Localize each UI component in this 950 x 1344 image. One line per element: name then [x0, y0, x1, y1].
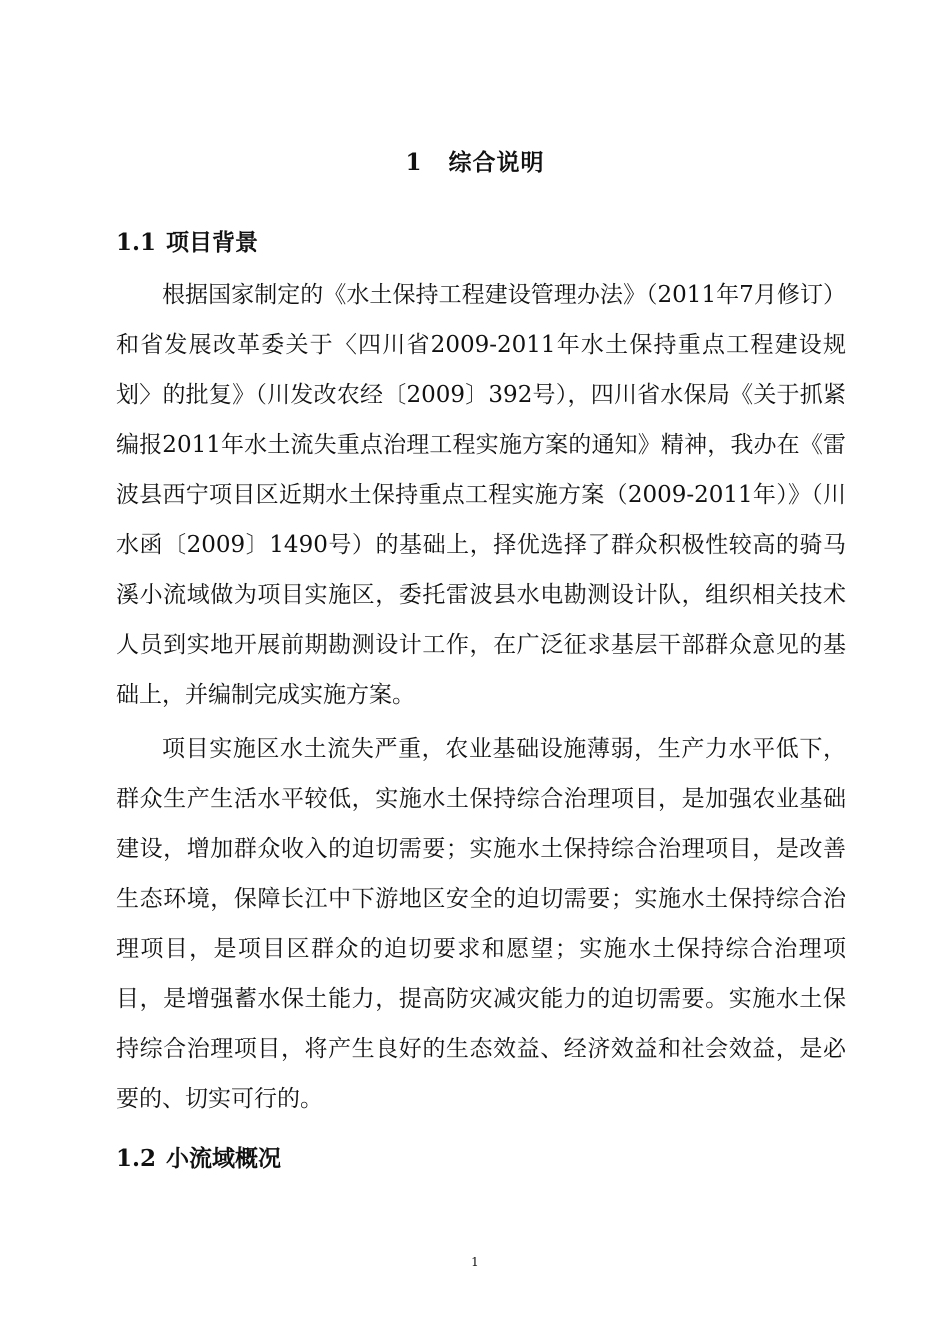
section-number: 1.2: [116, 1145, 157, 1172]
section-title: 项目背景: [166, 229, 259, 256]
section-heading-background: [116, 226, 258, 260]
chapter-title-text: 综合说明: [448, 149, 545, 176]
section-heading-watershed-overview: [116, 1142, 281, 1176]
paragraph-project-background: 根据国家制定的《水土保持工程建设管理办法》（2011年7月修订）和省发展改革委关于〈四川省2009-2011年水土保持重点工程建设规划〉的批复》（川发改农经〔2009〕392号），四川省水保局《关于抓紧编报2011年水土流失重点治理工程实施方案的通知》精神，我办在《雷波县西宁项目区近期水土保持重点工程实施方案（2009-2011年）》（川水函〔2009〕1490号）的基础上，择优选择了群众积极性较高的骑马溪小流域做为项目实施区，委托雷波县水电勘测设计队，组织相关技术人员到实地开展前期勘测设计工作，在广泛征求基层干部群众意见的基础上，并编制完成实施方案。: [116, 282, 846, 708]
page-number: 1: [471, 1255, 479, 1269]
section-title: 小流域概况: [166, 1145, 282, 1172]
section-number: 1.1: [116, 229, 157, 256]
paragraph-project-necessity: 项目实施区水土流失严重，农业基础设施薄弱，生产力水平低下，群众生产生活水平较低，实施水土保持综合治理项目，是加强农业基础建设，增加群众收入的迫切需要；实施水土保持综合治理项目，是改善生态环境，保障长江中下游地区安全的迫切需要；实施水土保持综合治理项目，是项目区群众的迫切要求和愿望；实施水土保持综合治理项目，是增强蓄水保土能力，提高防灾减灾能力的迫切需要。实施水土保持综合治理项目，将产生良好的生态效益、经济效益和社会效益，是必要的、切实可行的。: [116, 736, 846, 1112]
chapter-number: 1: [405, 149, 423, 176]
chapter-title: [0, 146, 950, 180]
